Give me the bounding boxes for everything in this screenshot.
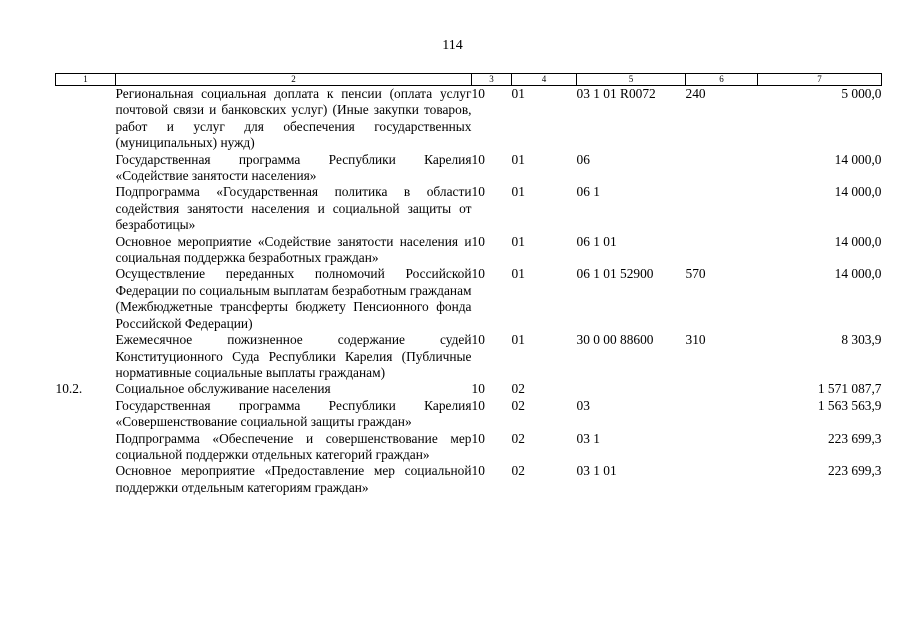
- item-name: Государственная программа Республики Карелия «Совершенствование социальной защиты граждан»: [115, 397, 472, 430]
- item-name: Ежемесячное пожизненное содержание судей Конституционного Суда Республики Карелия (Публичные нормативные социальные выплаты гражданам): [115, 332, 472, 380]
- column-header-2: 2: [116, 74, 472, 86]
- table-row: [56, 266, 882, 332]
- amount: 1 563 563,9: [817, 397, 882, 413]
- item-name: Подпрограмма «Государственная политика в области содействия занятости населения и социальной защиты от безработицы»: [115, 184, 472, 233]
- amount: 8 303,9: [841, 332, 882, 348]
- table-row: [56, 381, 882, 397]
- column-header-5: 5: [577, 74, 686, 86]
- item-name: Основное мероприятие «Предоставление мер социальной поддержки отдельным категориям граждан»: [115, 463, 472, 495]
- row-number: [56, 184, 116, 233]
- subsection-code: 02: [511, 397, 525, 413]
- item-name: Государственная программа Республики Карелия «Содействие занятости населения»: [115, 151, 472, 184]
- target-article-code: 06 1 01 52900: [576, 266, 654, 282]
- expense-type-code: [686, 463, 758, 496]
- subsection-code: 02: [511, 381, 525, 397]
- target-article-code: 03 1 01 R0072: [576, 86, 656, 101]
- amount: 5 000,0: [841, 86, 882, 101]
- table-row: [56, 463, 882, 496]
- item-name: Региональная социальная доплата к пенсии (оплата услуг почтовой связи и банковских услуг) (Иные закупки товаров, работ и услуг для обеспечения государственных (муниципальных) нужд): [115, 86, 472, 151]
- item-name: Осуществление переданных полномочий Российской Федерации по социальным выплатам безработным гражданам (Межбюджетные трансферты бюджету Пенсионного фонда Российской Федерации): [115, 266, 472, 331]
- expense-type-code: [686, 398, 758, 431]
- row-number: [56, 431, 116, 464]
- item-name: Подпрограмма «Обеспечение и совершенствование мер социальной поддержки отдельных категорий граждан»: [115, 430, 472, 462]
- expense-type-code: 570: [685, 266, 706, 282]
- target-article-code: [577, 381, 686, 397]
- item-name: Основное мероприятие «Содействие занятости населения и социальная поддержка безработных граждан»: [115, 233, 472, 266]
- row-number: [56, 234, 116, 267]
- table-row: [56, 86, 882, 152]
- table-body: [56, 86, 882, 497]
- column-number-row: [56, 74, 882, 86]
- amount: 14 000,0: [834, 266, 882, 282]
- target-article-code: 06: [576, 151, 590, 167]
- budget-table: [55, 73, 882, 496]
- subsection-code: 01: [511, 151, 525, 167]
- section-code: 10: [471, 397, 485, 413]
- section-code: 10: [471, 463, 485, 479]
- amount: 223 699,3: [827, 430, 882, 446]
- target-article-code: 30 0 00 88600: [576, 332, 654, 348]
- target-article-code: 06 1: [576, 184, 600, 200]
- subsection-code: 01: [511, 184, 525, 200]
- table-row: [56, 332, 882, 381]
- expense-type-code: 310: [685, 332, 706, 348]
- table-row: [56, 152, 882, 185]
- expense-type-code: [686, 431, 758, 464]
- subsection-code: 01: [511, 86, 525, 101]
- section-code: 10: [471, 184, 485, 200]
- row-number: [56, 266, 116, 332]
- section-code: 10: [471, 233, 485, 249]
- row-number: 10.2.: [55, 381, 83, 397]
- item-name: Социальное обслуживание населения: [115, 381, 331, 397]
- row-number: [56, 152, 116, 185]
- amount: 14 000,0: [834, 184, 882, 200]
- column-header-7: 7: [758, 74, 882, 86]
- target-article-code: 03 1 01: [576, 463, 617, 479]
- expense-type-code: [686, 381, 758, 397]
- amount: 14 000,0: [834, 151, 882, 167]
- target-article-code: 03: [576, 397, 590, 413]
- expense-type-code: [686, 152, 758, 185]
- subsection-code: 01: [511, 332, 525, 348]
- section-code: 10: [471, 332, 485, 348]
- expense-type-code: [686, 184, 758, 233]
- target-article-code: 03 1: [576, 430, 600, 446]
- subsection-code: 02: [511, 463, 525, 479]
- subsection-code: 01: [511, 266, 525, 282]
- section-code: 10: [471, 86, 485, 101]
- expense-type-code: [686, 234, 758, 267]
- subsection-code: 01: [511, 233, 525, 249]
- target-article-code: 06 1 01: [576, 233, 617, 249]
- section-code: 10: [471, 430, 485, 446]
- row-number: [56, 463, 116, 496]
- row-number: [56, 86, 116, 152]
- column-header-6: 6: [686, 74, 758, 86]
- table-row: [56, 431, 882, 464]
- column-header-1: 1: [56, 74, 116, 86]
- column-header-3: 3: [472, 74, 512, 86]
- amount: 1 571 087,7: [817, 381, 882, 397]
- subsection-code: 02: [511, 430, 525, 446]
- row-number: [56, 398, 116, 431]
- table-row: [56, 234, 882, 267]
- column-header-4: 4: [512, 74, 577, 86]
- section-code: 10: [471, 151, 485, 167]
- section-code: 10: [471, 266, 485, 282]
- row-number: [56, 332, 116, 381]
- amount: 14 000,0: [834, 233, 882, 249]
- amount: 223 699,3: [827, 463, 882, 479]
- section-code: 10: [471, 381, 485, 397]
- page-number: 114: [442, 38, 463, 53]
- expense-type-code: 240: [685, 86, 706, 101]
- table-row: [56, 184, 882, 233]
- table-row: [56, 398, 882, 431]
